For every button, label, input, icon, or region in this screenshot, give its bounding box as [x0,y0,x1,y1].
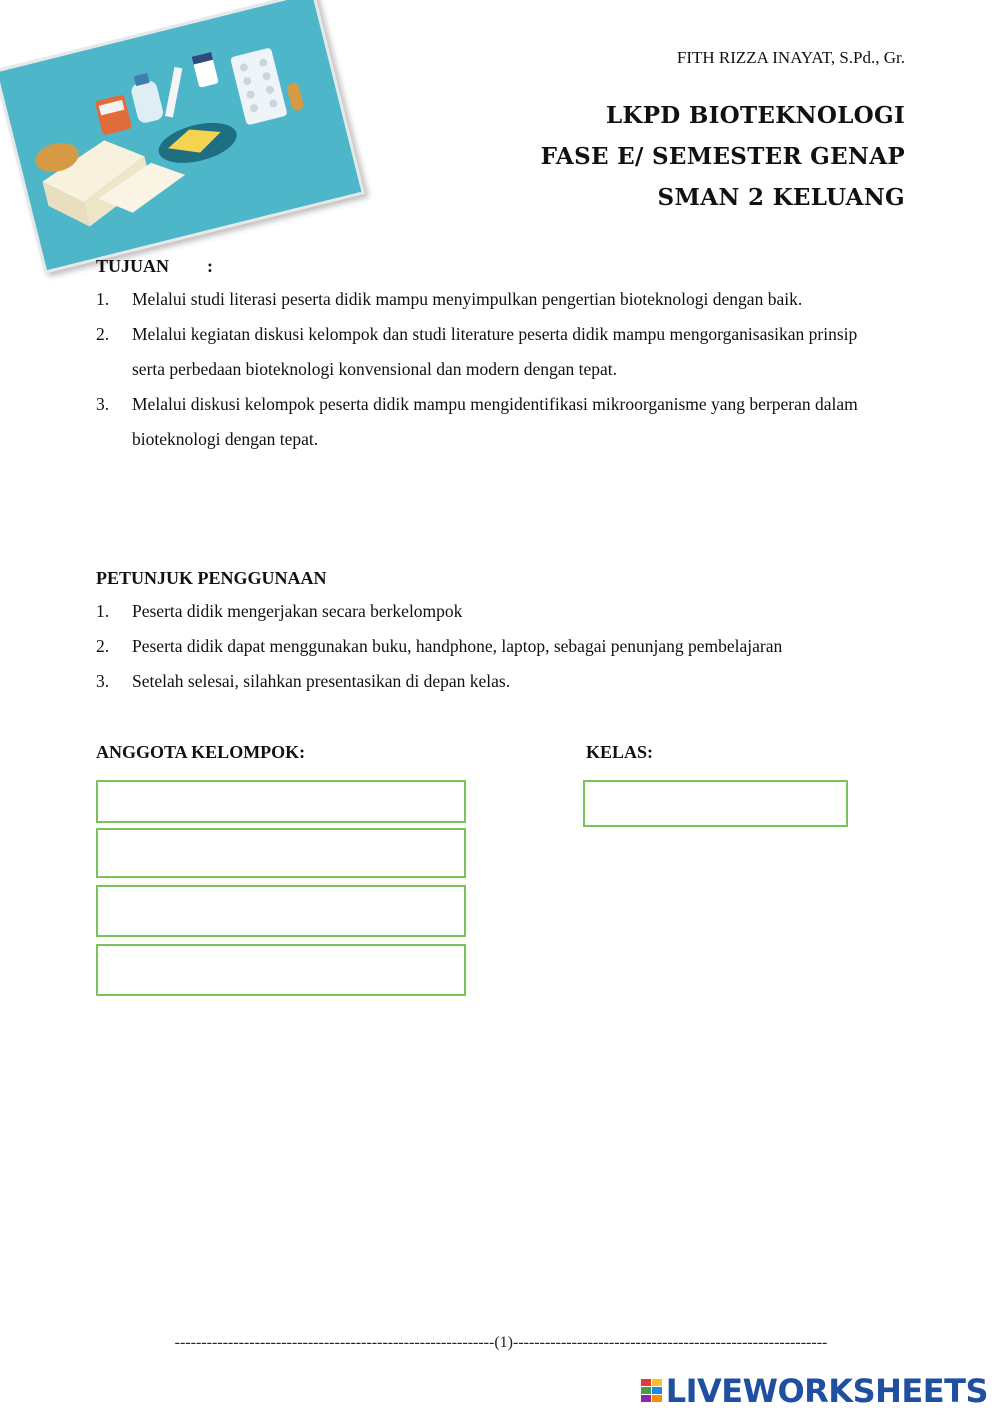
biotechnology-banner-image [0,0,365,274]
list-item-number: 3. [96,671,110,691]
anggota-field-4[interactable] [96,944,466,996]
list-item-text: Setelah selesai, silahkan presentasikan di depan kelas. [132,671,511,691]
list-item-text: Peserta didik dapat menggunakan buku, handphone, laptop, sebagai penunjang pembelajaran [132,636,783,656]
list-item-text: Melalui kegiatan diskusi kelompok dan studi literature peserta didik mampu mengorganisasikan prinsip serta perbedaan bioteknologi konvensional dan modern dengan tepat. [132,324,858,379]
kelas-field[interactable] [583,780,848,827]
title-line-1: LKPD BIOTEKNOLOGI [605,102,905,129]
liveworksheets-brand [641,1372,988,1410]
page-number-rule: ------------------------------------------------------------(1)----------------------------------------------------------- [174,1334,828,1351]
liveworksheets-logo-icon [641,1379,663,1403]
tujuan-heading [96,256,213,277]
list-item-text: Melalui diskusi kelompok peserta didik mampu mengidentifikasi mikroorganisme yang berperan dalam bioteknologi dengan tepat. [132,394,858,449]
list-item-number: 1. [96,289,110,309]
kelas-label: KELAS: [586,742,654,762]
list-item-text: Peserta didik mengerjakan secara berkelompok [132,601,463,621]
title-line-2: FASE E/ SEMESTER GENAP [540,143,905,170]
list-item [96,317,876,387]
anggota-kelompok-label: ANGGOTA KELOMPOK: [96,742,306,762]
tujuan-heading-text: TUJUAN [96,256,170,276]
document-title-block [541,95,905,218]
author-name: FITH RIZZA INAYAT, S.Pd., Gr. [676,48,905,67]
anggota-field-3[interactable] [96,885,466,937]
liveworksheets-wordmark: LIVEWORKSHEETS [665,1372,988,1410]
list-item-number: 1. [96,601,110,621]
tujuan-list [96,282,876,457]
title-line-3: SMAN 2 KELUANG [657,184,905,211]
list-item [96,664,886,699]
anggota-field-2[interactable] [96,828,466,878]
list-item [96,594,886,629]
list-item-text: Melalui studi literasi peserta didik mampu menyimpulkan pengertian bioteknologi dengan baik. [132,289,803,309]
petunjuk-heading: PETUNJUK PENGGUNAAN [96,568,327,588]
list-item [96,282,876,317]
list-item-number: 2. [96,324,110,344]
list-item-number: 3. [96,394,110,414]
anggota-field-1[interactable] [96,780,466,823]
tujuan-colon: : [207,256,214,276]
list-item [96,629,886,664]
list-item [96,387,876,457]
petunjuk-list [96,594,886,699]
list-item-number: 2. [96,636,110,656]
